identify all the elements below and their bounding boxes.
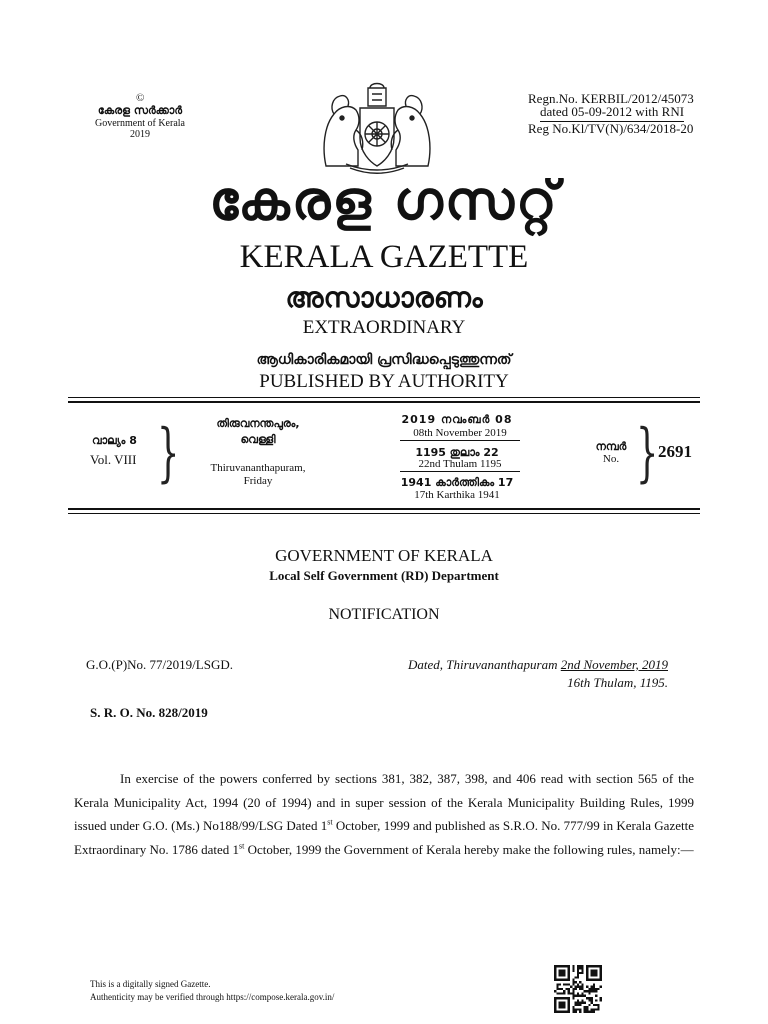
number-label-malayalam: നമ്പർ (595, 440, 627, 453)
rni-registration-number: Reg No.Kl/TV(N)/634/2018-20 (528, 121, 694, 136)
copyright-year: 2019 (130, 129, 150, 140)
published-by-authority-malayalam: ആധികാരികമായി പ്രസിദ്ധപ്പെടുത്തുന്നത് (256, 352, 512, 368)
sro-number: S. R. O. No. 828/2019 (90, 705, 208, 720)
department-title: GOVERNMENT OF KERALA (275, 546, 493, 565)
info-rule-bottom (68, 513, 700, 514)
volume-malayalam: വാല്യം 8 (92, 434, 137, 447)
day-english: Friday (243, 475, 273, 487)
paragraph-text-2: October, 1999 and published as S.R.O. No. 777/99 in Kerala Gazette Extraordinary No. 1786 dated 1 (74, 818, 694, 857)
day-malayalam: വെള്ളി (240, 433, 276, 446)
date-kollam-english: 22nd Thulam 1195 (400, 458, 520, 472)
date-kollam-malayalam: 1195 തുലാം 22 (415, 446, 499, 459)
place-day-english (200, 462, 316, 488)
volume-brace: } (157, 416, 180, 490)
paragraph-text-3: October, 1999 the Government of Kerala hereby make the following rules, namely:— (244, 841, 694, 857)
dated-line-kollam: 16th Thulam, 1195. (567, 675, 668, 690)
extraordinary-english: EXTRAORDINARY (302, 317, 466, 338)
masthead-rule-top (68, 397, 700, 398)
dated-prefix: Dated, Thiruvananthapuram (408, 657, 561, 672)
registration-date: dated 05-09-2012 with RNI (540, 104, 684, 122)
notification-heading: NOTIFICATION (328, 606, 440, 623)
dated-line (360, 657, 668, 673)
government-name-malayalam: കേരള സർക്കാർ (97, 104, 183, 117)
dated-date: 2nd November, 2019 (560, 657, 668, 672)
number-brace: } (636, 416, 659, 490)
gazette-title-english: KERALA GAZETTE (239, 239, 529, 275)
digital-signature-note: This is a digitally signed Gazette. (90, 979, 211, 989)
government-name-english: Government of Kerala (95, 118, 185, 129)
info-rule-bottom-thick (68, 508, 700, 510)
date-saka-malayalam: 1941 കാർത്തികം 17 (400, 476, 514, 489)
place-malayalam: തിരുവനന്തപുരം, (216, 417, 300, 430)
extraordinary-malayalam: അസാധാരണം (285, 281, 483, 314)
qr-code-icon (554, 965, 602, 1013)
gazette-title-malayalam: കേരള ഗസറ്റ് (209, 169, 559, 232)
date-saka-english: 17th Karthika 1941 (414, 489, 500, 501)
ordinal-suffix-1: st (327, 817, 333, 827)
ordinal-suffix-2: st (238, 841, 245, 851)
date-gregorian-english: 08th November 2019 (400, 427, 520, 441)
masthead-rule-top-thick (68, 401, 700, 403)
registration-number: Regn.No. KERBIL/2012/45073 (528, 91, 694, 106)
kerala-emblem-icon (316, 78, 438, 174)
volume-english: Vol. VIII (90, 452, 137, 467)
place-english: Thiruvananthapuram, (210, 462, 306, 474)
authenticity-note: Authenticity may be verified through https://compose.kerala.gov.in/ (90, 992, 335, 1002)
gazette-number: 2691 (658, 442, 692, 461)
copyright-symbol: © (136, 92, 145, 104)
published-by-authority-english: PUBLISHED BY AUTHORITY (259, 371, 509, 392)
date-gregorian-malayalam: 2019 നവംബർ 08 (401, 413, 513, 426)
number-label-english: No. (602, 453, 620, 465)
government-order-number: G.O.(P)No. 77/2019/LSGD. (86, 657, 233, 672)
notification-paragraph (74, 767, 694, 861)
department-subtitle: Local Self Government (RD) Department (269, 568, 499, 583)
place-day-malayalam (206, 416, 310, 448)
paragraph-text-1: In exercise of the powers conferred by sections 381, 382, 387, 398, and 406 read with section 565 of the Kerala Municipality Act, 1994 (20 of 1994) and in super session of the Kerala Municipality Building Rules, 1999 issued under G.O. (Ms.) No188/99/LSG Dated 1 (74, 771, 694, 834)
